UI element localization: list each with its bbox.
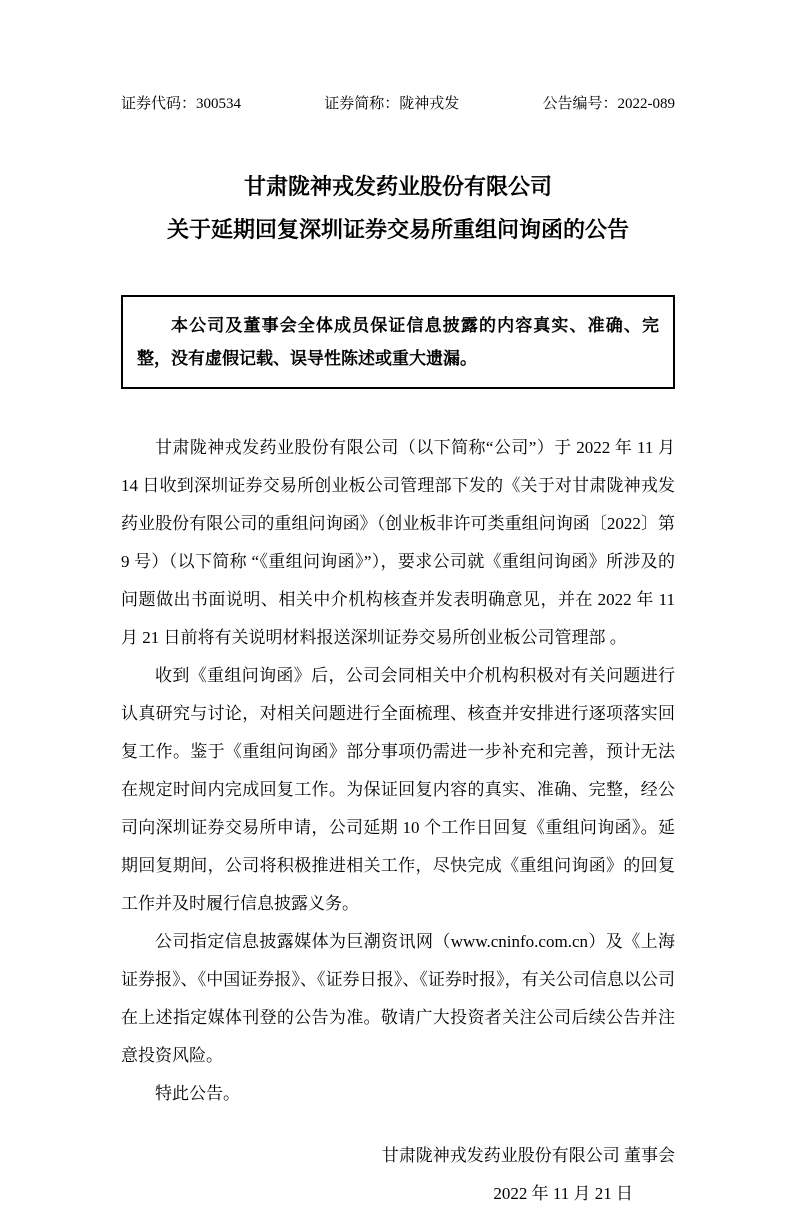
- signature-date: 2022 年 11 月 21 日: [493, 1184, 633, 1203]
- signature-company: 甘肃陇神戎发药业股份有限公司 董事会: [381, 1146, 675, 1165]
- body-paragraph: 公司指定信息披露媒体为巨潮资讯网（www.cninfo.com.cn）及《上海证券报》、《中国证券报》、《证券日报》、《证券时报》，有关公司信息以公司在上述指定媒体刊登的公告为准。敬请广大投资者关注公司后续公告并注意投资风险。: [121, 932, 675, 1065]
- body-paragraph: 收到《重组问询函》后，公司会同相关中介机构积极对有关问题进行认真研究与讨论，对相关问题进行全面梳理、核查并安排进行逐项落实回复工作。鉴于《重组问询函》部分事项仍需进一步补充和完善，预计无法在规定时间内完成回复工作。为保证回复内容的真实、准确、完整，经公司向深圳证券交易所申请，公司延期 10 个工作日回复《重组问询函》。延期回复期间，公司将积极推进相关工作，尽快完成《重组问询函》的回复工作并及时履行信息披露义务。: [121, 666, 675, 913]
- body-paragraph: 甘肃陇神戎发药业股份有限公司（以下简称“公司”）于 2022 年 11 月 14 日收到深圳证券交易所创业板公司管理部下发的《关于对甘肃陇神戎发药业股份有限公司的重组问询函》（创业板非许可类重组问询函〔2022〕第 9 号）（以下简称 “《重组问询函》”），要求公司就《重组问询函》所涉及的问题做出书面说明、相关中介机构核查并发表明确意见，并在 2022 年 11 月 21 日前将有关说明材料报送深圳证券交易所创业板公司管理部 。: [121, 438, 675, 647]
- announcement-body: [121, 429, 675, 1113]
- document-header: [121, 92, 675, 113]
- body-paragraph: 特此公告。: [155, 1084, 240, 1103]
- board-statement-text: 本公司及董事会全体成员保证信息披露的内容真实、准确、完整，没有虚假记载、误导性陈述或重大遗漏。: [137, 316, 659, 368]
- board-statement-box: [121, 295, 675, 389]
- stock-short-name: 证券简称：陇神戎发: [324, 96, 460, 112]
- announcement-number: 公告编号：2022-089: [542, 96, 675, 112]
- stock-code: 证券代码：300534: [121, 96, 242, 112]
- document-title: [121, 165, 675, 251]
- signature-block: [121, 1137, 675, 1213]
- title-company-name: 甘肃陇神戎发药业股份有限公司: [243, 174, 552, 199]
- title-subject: 关于延期回复深圳证券交易所重组问询函的公告: [166, 217, 629, 242]
